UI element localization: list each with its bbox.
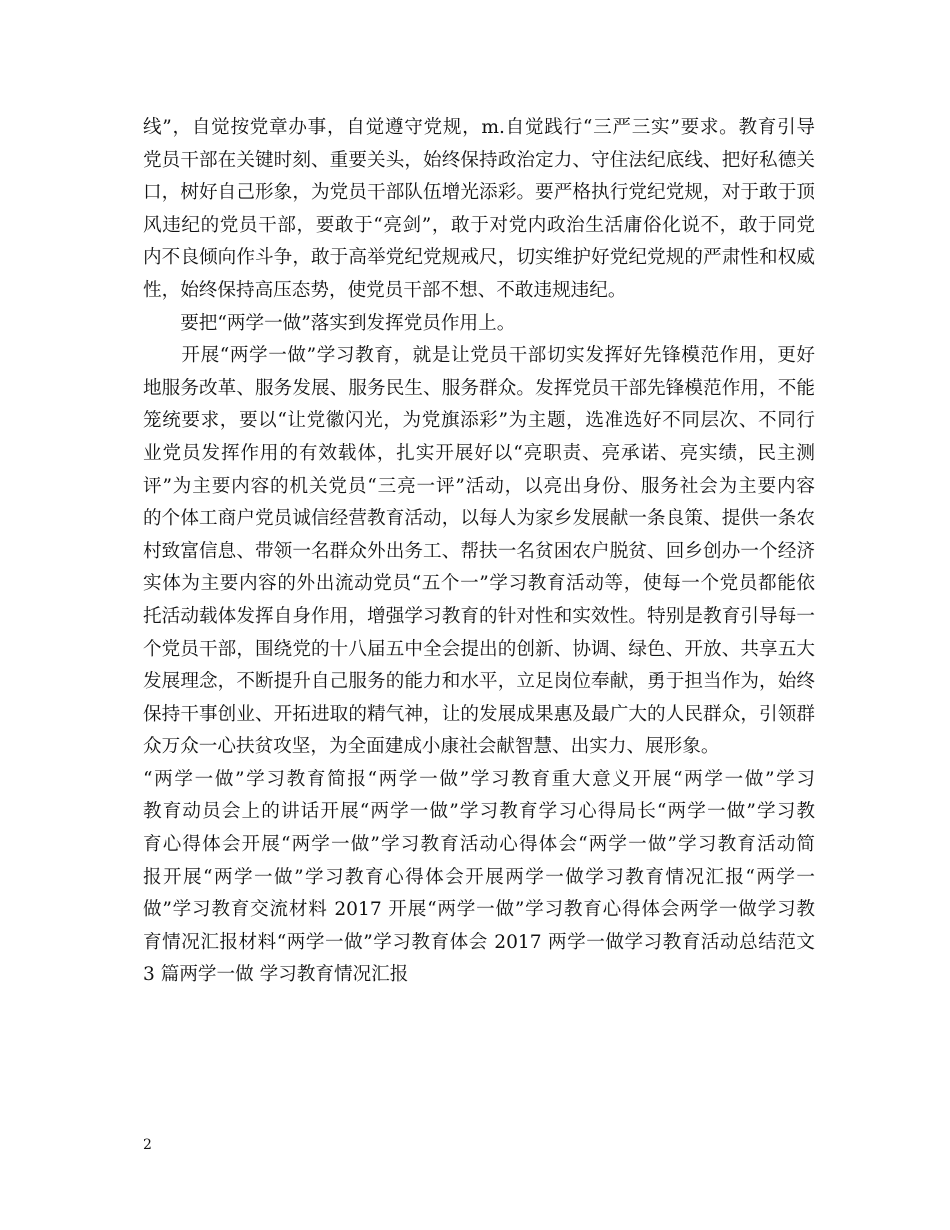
- paragraph-role: [143, 340, 815, 764]
- text-line: 村致富信息、带领一名群众外出务工、帮扶一名贫困农户脱贫、回乡创办一个经济: [143, 540, 815, 562]
- text-line: 报开展“两学一做”学习教育心得体会开展两学一做学习教育情况汇报“两学一: [143, 866, 815, 888]
- text-line: 线”，自觉按党章办事，自觉遵守党规，m.自觉践行“三严三实”要求。教育引导: [143, 117, 815, 138]
- paragraph-heading: [143, 308, 815, 341]
- text-line: 做”学习教育交流材料 2017 开展“两学一做”学习教育心得体会两学一做学习教: [143, 899, 815, 921]
- text-line: 评”为主要内容的机关党员“三亮一评”活动，以亮出身份、服务社会为主要内容: [143, 475, 815, 497]
- page-number: 2: [143, 1137, 152, 1153]
- paragraph-discipline: [143, 112, 815, 308]
- paragraph-related-links: [143, 764, 815, 992]
- text-line: 发展理念，不断提升自己服务的能力和水平，立足岗位奉献，勇于担当作为，始终: [143, 671, 815, 693]
- text-line: 育情况汇报材料“两学一做”学习教育体会 2017 两学一做学习教育活动总结范文: [143, 931, 815, 953]
- text-line: 众万众一心扶贫攻坚，为全面建成小康社会献智慧、出实力、展形象。: [143, 736, 720, 758]
- text-line: 3 篇两学一做 学习教育情况汇报: [143, 964, 409, 986]
- text-line: 托活动载体发挥自身作用，增强学习教育的针对性和实效性。特别是教育引导每一: [143, 605, 815, 627]
- text-line: 口，树好自己形象，为党员干部队伍增光添彩。要严格执行党纪党规，对于敢于顶: [143, 182, 815, 204]
- text-line: 的个体工商户党员诚信经营教育活动，以每人为家乡发展献一条良策、提供一条农: [143, 508, 815, 530]
- text-line: 教育动员会上的讲话开展“两学一做”学习教育学习心得局长“两学一做”学习教: [143, 801, 815, 823]
- text-line: 笼统要求，要以“让党徽闪光，为党旗添彩”为主题，选准选好不同层次、不同行: [143, 410, 815, 432]
- text-line: 性，始终保持高压态势，使党员干部不想、不敢违规违纪。: [143, 279, 627, 301]
- section-heading-line: 要把“两学一做”落实到发挥党员作用上。: [143, 312, 516, 334]
- text-line: 保持干事创业、开拓进取的精气神，让的发展成果惠及最广大的人民群众，引领群: [143, 703, 815, 725]
- text-line: 党员干部在关键时刻、重要关头，始终保持政治定力、守住法纪底线、把好私德关: [143, 149, 815, 171]
- text-line: 地服务改革、服务发展、服务民生、服务群众。发挥党员干部先锋模范作用，不能: [143, 377, 815, 399]
- text-line: 个党员干部，围绕党的十八届五中全会提出的创新、协调、绿色、开放、共享五大: [143, 638, 815, 660]
- text-line: 开展“两学一做”学习教育，就是让党员干部切实发挥好先锋模范作用，更好: [143, 345, 815, 367]
- text-line: 内不良倾向作斗争，敢于高举党纪党规戒尺，切实维护好党纪党规的严肃性和权威: [143, 247, 815, 269]
- text-line: 实体为主要内容的外出流动党员“五个一”学习教育活动等，使每一个党员都能依: [143, 573, 815, 595]
- text-line: 育心得体会开展“两学一做”学习教育活动心得体会“两学一做”学习教育活动简: [143, 834, 815, 856]
- text-line: “两学一做”学习教育简报“两学一做”学习教育重大意义开展“两学一做”学习: [143, 768, 815, 790]
- text-line: 业党员发挥作用的有效载体，扎实开展好以“亮职责、亮承诺、亮实绩，民主测: [143, 442, 815, 464]
- text-line: 风违纪的党员干部，要敢于“亮剑”，敢于对党内政治生活庸俗化说不，敢于同党: [143, 214, 815, 236]
- document-body: [143, 112, 815, 992]
